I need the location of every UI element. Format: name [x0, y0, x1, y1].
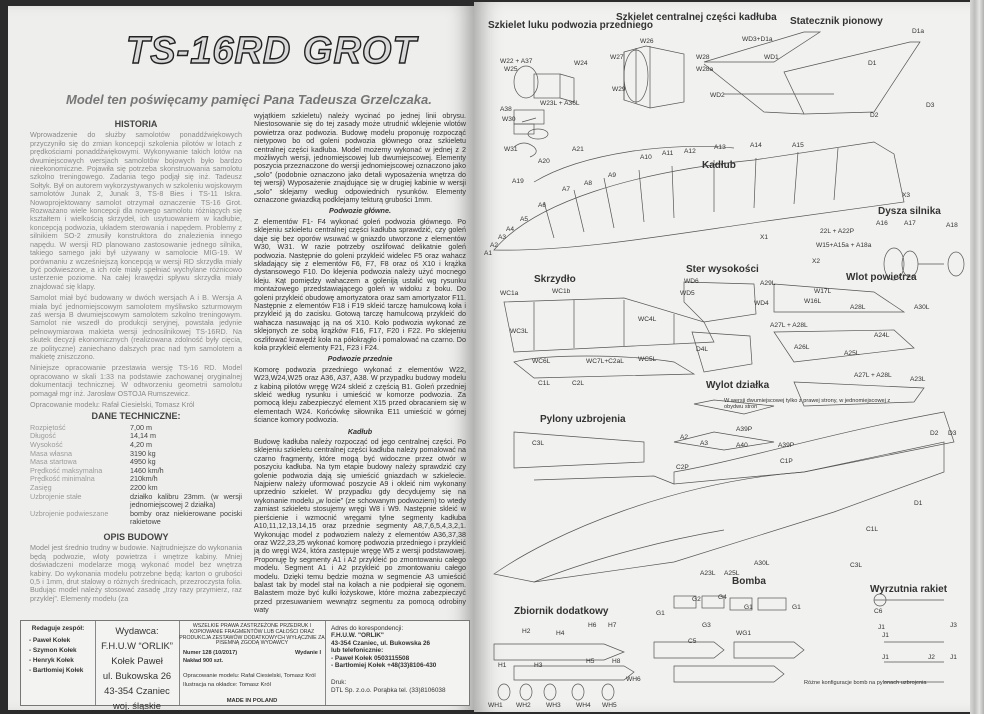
section-title: Pylony uzbrojenia [540, 414, 626, 425]
part-label: W28 [696, 54, 710, 61]
part-label: A18 [946, 222, 958, 229]
part-label: A30L [754, 560, 770, 567]
part-label: W26 [640, 38, 654, 45]
dedication: Model ten poświęcamy pamięci Pana Tadeusza Grzelczaka. [66, 92, 432, 107]
part-label: D2 [930, 430, 939, 437]
part-label: WC3L [510, 328, 529, 335]
tech-row: Masa własna 3190 kg [30, 448, 156, 458]
text-column-1 [30, 118, 242, 603]
part-label: W17L [814, 288, 832, 295]
part-label: D3 [948, 430, 957, 437]
part-label: D1 [868, 60, 877, 67]
historia-paragraph: Samolot miał być budowany w dwóch wersjach A i B. Wersja A miała być jednomiejscowym samolotem myśliwsko szturmowym zaś wersja B dwumiejscowym samolotem szkolno treningowym. Samolot nie wszedł do produkcji seryjnej, powstała jedynie pełnowymiarowa makieta wersji jednosilnikowej TS-16RD. Na skutek decyzji ekonomicznych (realizowana zdolność były cięcia, ze polityczne) zaniechano dalszych prac nad tym samolotem a makietę zniszczono. [30, 293, 242, 361]
part-label: A30L [914, 304, 930, 311]
subheading-podwozie-glowne: Podwozie główne. [329, 206, 391, 216]
subheading-kadlub: Kadłub [347, 426, 373, 436]
part-label: J1 [882, 654, 889, 661]
page-title: TS-16RD GROT [126, 30, 417, 72]
tech-data-table [30, 424, 242, 527]
part-label: C6 [874, 608, 883, 615]
nose-gear-skeleton-drawing [514, 66, 574, 157]
part-label: WD3+D1a [742, 36, 773, 43]
bomb-config-note: Różne konfiguracje bomb na pylonach uzbrojenia [804, 680, 927, 686]
part-label: WH6 [626, 676, 641, 683]
tech-row: Uzbrojenie stałe działko kalibru 23mm. (w wersji jednomiejscowej 2 działka) [30, 491, 242, 510]
part-label: A24L [874, 332, 890, 339]
tech-row: Prędkość maksymalna 1460 km/h [30, 465, 164, 475]
part-label: WC5L [638, 356, 657, 363]
tech-row: Wysokość 4,20 m [30, 440, 152, 449]
part-label: H4 [556, 630, 565, 637]
part-label: C3L [532, 440, 545, 447]
dane-heading: DANE TECHNICZNE: [91, 411, 181, 422]
part-label: W30 [502, 116, 516, 123]
part-label: A25L [724, 570, 740, 577]
part-label: A20 [538, 158, 550, 165]
opis-heading: OPIS BUDOWY [103, 531, 169, 542]
part-label: W16L [804, 298, 822, 305]
tech-row: Rozpiętość 7,00 m [30, 422, 152, 432]
body-paragraph: wyjątkiem szkieletu) należy wycinać po jednej linii obrysu. Niestosowanie się do tej zasady może utrudnić wklejenie wlotów powietrza oraz podwozia. Budowę modelu proponuję rozpocząć nietypowo bo od goleni podwozia głównego oraz szkieletu centralnej części kadłuba. Model możemy wykonać w jednej z 2 możliwych wersji, jednomiejscowej lub dwumiejscowej. Elementy poszycia przeznaczone do wersji jednomiejscowej oznaczono jako „solo” (podobnie oznaczono jako detali wyposażenia wnętrza do tej wersji) Wyposażenie znajdujące się w drugiej kabinie w wersji „solo” sklejamy według odpowiednich rysunków. Elementy oznaczone gwiazdką podklejamy tekturą grubości 1mm. [254, 111, 466, 205]
part-label: WD4 [754, 300, 769, 307]
drop-tank-drawing [494, 644, 634, 700]
part-label: A2 [490, 242, 499, 249]
left-page [8, 6, 474, 710]
section-title: Kadłub [702, 160, 736, 171]
part-label: A12 [684, 148, 696, 155]
part-label: D1a [912, 28, 925, 35]
section-title: Wylot działka [706, 380, 770, 391]
text-column-2 [254, 112, 466, 620]
imprint-footer [20, 620, 470, 711]
publisher-box: Wydawca: F.H.U.W “ORLIK” Kołek Paweł ul. Bukowska 26 43-354 Czaniec woj. śląskie [95, 621, 180, 705]
part-label: WH5 [602, 702, 617, 709]
part-label: W31 [504, 146, 518, 153]
body-paragraph: Z elementów F1- F4 wykonać goleń podwozia głównego. Po sklejeniu szkieletu centralnej części kadłuba sprawdzić, czy goleń daje się bez oporów wsuwać w gniazdo utworzone z elementów W30, W31. W razie potrzeby oszlifować delikatnie goleń podwozia. Następnie do goleni przykleić widelec F5 oraz wahacz składający się z elementów F6, F7, F8 oraz oś X10 i krążka dystansowego F10. Do klejenia podwozia należy użyć mocnego kleju. Kąt pomiędzy wahaczem a goleniją ustalić wg rysunku montażowego przedstawiającego goleń w widoku z boku. Do goleni przykleić obudowę amortyzatora oraz sam amortyzator F11. Następnie z elementów F18 i F19 skleić tarczę hamulcową koła i przykleić ją do zacisku. Gotową tarczę hamulcową przykleić do wahacza nasuwając ją na oś X10. Koło podwozia wykonać ze sklejonych ze sobą krążków F16, F17, F20 i F22. Po sklejeniu oszlifować krawędź koła na półokrągło i pomalować na czarno. Do koła przykleić elementy F21, F23 i F24. [254, 216, 466, 352]
wing-drawing [504, 298, 714, 378]
part-label: C2L [572, 380, 585, 387]
part-label: A1 [484, 250, 493, 257]
part-label: WC1a [500, 290, 519, 297]
part-label: G1 [744, 604, 753, 611]
part-label: H3 [534, 662, 543, 669]
part-label: C5 [688, 638, 697, 645]
part-label: J1 [882, 632, 889, 639]
part-label: A23L [700, 570, 716, 577]
section-title: Wlot powietrza [846, 272, 917, 283]
part-label: C1P [780, 458, 793, 465]
section-title: Szkielet centralnej części kadłuba [616, 12, 777, 23]
part-label: A4 [506, 226, 515, 233]
part-label: D3 [926, 102, 935, 109]
part-label: A11 [662, 150, 674, 157]
part-label: X1 [760, 234, 769, 241]
part-label: A13 [714, 144, 726, 151]
part-label: H1 [498, 662, 507, 669]
section-title: Statecznik pionowy [790, 16, 883, 27]
part-label: A3 [498, 234, 507, 241]
part-label: A39P [778, 442, 795, 449]
part-label: A9 [608, 172, 617, 179]
part-label: A17 [904, 220, 916, 227]
part-label: G1 [792, 604, 801, 611]
part-label: WD6 [684, 278, 699, 285]
part-label: A8 [584, 180, 593, 187]
part-label: WH3 [546, 702, 561, 709]
part-label: WC6L [532, 358, 551, 365]
part-label: A3 [700, 440, 709, 447]
part-label: W29 [612, 86, 626, 93]
part-label: WH2 [516, 702, 531, 709]
tech-row: Zasięg 2200 km [30, 482, 158, 492]
part-label: A10 [640, 154, 652, 161]
part-label: WD2 [710, 92, 725, 99]
part-label: J1 [950, 654, 957, 661]
part-label: A21 [572, 146, 584, 153]
part-label: WC7L+C2aL [586, 358, 624, 365]
rights-box: WSZELKIE PRAWA ZASTRZEŻONE PRZEDRUK I KOPIOWANIE FRAGMENTÓW LUB CAŁOŚCI ORAZ PRODUKCJA ZESTAWÓW DODATKOWYCH WYŁĄCZNIE ZA PISEMNĄ ZGODĄ WYDAWCY Numer 128 (10/2017) Wydanie I Nakład 900 szt. Opracowanie modelu: Rafał Ciesielski, Tomasz Król Ilustracja na okładce: Tomasz Król MADE IN POLAND [179, 623, 325, 704]
part-label: J3 [950, 622, 957, 629]
part-label: A39P [736, 426, 753, 433]
part-label: A38 [500, 106, 512, 113]
part-label: D2 [870, 112, 879, 119]
part-label: A14 [750, 142, 762, 149]
vertical-stabilizer-drawing [704, 32, 920, 114]
section-title: Zbiornik dodatkowy [514, 606, 609, 617]
part-label: A27L + A28L [770, 322, 808, 329]
bombs-drawing [654, 596, 804, 682]
subheading-podwozie-przednie: Podwozie przednie [327, 354, 393, 364]
part-label: W23L + A36L [540, 100, 580, 107]
page-edges [970, 0, 984, 714]
part-label: A29L [760, 280, 776, 287]
part-label: A6 [538, 202, 547, 209]
part-label: H8 [612, 658, 621, 665]
section-title: Wyrzutnia rakiet [870, 584, 948, 595]
part-label: D1 [914, 500, 923, 507]
section-title: Dysza silnika [878, 206, 941, 217]
central-fuselage-skeleton-drawing [624, 46, 684, 108]
editorial-team-box: Redaguje zespół: - Paweł Kołek - Szymon Kołek - Henryk Kołek - Bartłomiej Kołek [21, 621, 96, 705]
part-label: A16 [876, 220, 888, 227]
part-label: A15 [792, 142, 804, 149]
part-label: WC4L [638, 316, 657, 323]
section-title: Ster wysokości [686, 264, 759, 275]
part-label: G1 [656, 610, 665, 617]
part-label: A26L [794, 344, 810, 351]
part-label: W22 + A37 [500, 58, 533, 65]
gun-outlet-note: W wersji dwumiejscowej tylko z prawej strony, w jednomiejscowej z obydwu stron [724, 398, 891, 410]
section-title: Szkielet luku podwozia przedniego [488, 20, 654, 31]
part-label: A19 [512, 178, 524, 185]
part-label: J2 [928, 654, 935, 661]
part-label: A25L [844, 350, 860, 357]
part-label: G4 [718, 594, 727, 601]
part-label: WC1b [552, 288, 571, 295]
historia-heading: HISTORIA [114, 119, 158, 129]
contact-box: Adres do korespondencji: F.H.U.W. "ORLIK" 43-354 Czaniec, ul. Bukowska 26 lub telefonicznie: - Paweł Kołek 0503115508 - Bartłomiej Kołek +48(33)8106-430 Druk: DTL Sp. z.o.o. Porąbka tel. (33)8106038 [331, 625, 446, 694]
part-label: C2P [676, 464, 689, 471]
part-label: H6 [588, 622, 597, 629]
part-label: A23L [910, 376, 926, 383]
part-label: G2 [692, 596, 701, 603]
part-label: A27L + A28L [854, 372, 892, 379]
part-label: W24 [574, 60, 588, 67]
part-label: W28a [696, 66, 714, 73]
part-label: A7 [562, 186, 571, 193]
part-label: C1L [538, 380, 551, 387]
tech-row: Prędkość minimalna 210km/h [30, 474, 158, 484]
part-label: X2 [812, 258, 821, 265]
part-label: WD1 [764, 54, 779, 61]
part-label: C3L [850, 562, 863, 569]
part-label: WH4 [576, 702, 591, 709]
part-label: G3 [702, 622, 711, 629]
part-label: WG1 [736, 630, 752, 637]
part-label: W15+A15a + A18a [816, 242, 872, 249]
body-paragraph: Budowę kadłuba należy rozpocząć od jego centralnej części. Po sklejeniu szkieletu centralnej części kadłuba należy pomalować na czarno fragmenty, które mogą być widoczne przez otwór w poszyciu kadłuba. Na tym etapie budowy należy sprawdzić czy golenie podwozia dają się umieścić gniazdach w szkielecie. Najpierw należy uformować poszycie A9 i okleić nim wykonany uprzednio szkielet. W przypadku gdy decydujemy się na wykonanie modelu „w locie” (ze schowanym podwoziem) to wtedy zamiast szkieletu stosujemy wręgi W8 i W9. Następnie skleić w pierścienie i wzmocnić wręgami tylne segmenty kadłuba A10,11,12,13,14,15 oraz przednie segmenty A8,7,6,5,4,3,2,1. Wykonując model z podwoziem należy z elementów A36,37,38 oraz W22,23,25 wykonać komorę podwozia przedniego i przykleić ją do wręgi W24, która zastępuje wręgę W5 z wersji podstawowej. Proponuję by segmenty A1 i A2 przykleić po zmontowaniu całego modelu. Segment A1 i A2 przykleić po zmontowaniu całego modelu. Dzięki temu będzie można w segmencie A3 umieścić balast tak by model stał na kołach a nie podpierał się ogonem. Balastem może być kulki łożyskowe, które można zabezpieczyć przed przesuwaniem wewnątrz segmentu za pomocą odrobiny waty [254, 437, 466, 615]
part-label: A40 [736, 442, 748, 449]
part-label: A2 [680, 434, 689, 441]
part-label: A28L [850, 304, 866, 311]
part-label: H5 [586, 658, 595, 665]
part-label: D4L [696, 346, 709, 353]
part-label: H7 [608, 622, 617, 629]
section-title: Skrzydło [534, 274, 576, 285]
tech-row: Uzbrojenie podwieszane bomby oraz niekierowane pociski rakietowe [30, 508, 242, 527]
part-label: WH1 [488, 702, 503, 709]
historia-paragraph: Niniejsze opracowanie przestawia wersję TS-16 RD. Model opracowano w skali 1:33 na podstawie zachowanej oryginalnej dokumentacji technicznej. W odtworzeniu geometrii samolotu pomagał mgr inż. Jarosław OSTOJA Rumszewicz. [30, 363, 242, 398]
part-label: 22L + A22P [820, 228, 855, 235]
part-label: H2 [522, 628, 531, 635]
tech-row: Długość 14,14 m [30, 431, 156, 441]
part-label: W25 [504, 66, 518, 73]
part-label: X3 [902, 192, 911, 199]
part-label: C1L [866, 526, 879, 533]
right-page [474, 2, 970, 712]
opis-paragraph: Model jest średnio trudny w budowie. Najtrudniejsze do wykonania będą podwozie, wloty powietrza i wnętrze kabiny. Mniej doświadczeni modelarze mogą wykonać model bez wnętrza kabiny. Do wykonania modelu potrzebne będą: karton o grubości 0,5 i 1mm, drut stalowy o różnych średnicach, przezroczysta folia. Budując model należy stosować zasadę „trzy razy przymierz, raz przyklej”. Elementy modelu (za [30, 543, 242, 603]
body-paragraph: Komorę podwozia przedniego wykonać z elementów W22, W23,W24,W25 oraz A36, A37, A38. W przypadku budowy modelu z kabiną pilotów wręgę W24 skleić z częścią B1. Goleń przedniej skleić według rysunku i umieścić w komorze podwozia. Za pomocą kleju zabezpieczyć element X15 przed obracaniem się w elementach W24. Końcówkę siłownika E11 umieścić w górnej ściance komory podwozia. [254, 364, 466, 425]
tech-row: Masa startowa 4950 kg [30, 457, 156, 467]
credits-line: Opracowanie modelu: Rafał Ciesielski, Tomasz Król [30, 400, 195, 409]
section-title: Bomba [732, 576, 766, 587]
historia-paragraph: Wprowadzenie do służby samolotów ponaddźwiękowych przyczyniło się do zmian koncepcji szkolenia pilotów w lotach z prędkościami ponaddźwiękowymi. Wykonywanie takich lotów na dwumiejscowych wersjach samolotów bojowych było bardzo nieekonomiczne. Pojawiła się potrzeba skonstruowania samolotu szkolno treningowego. Zadania tego podjął się inż. Tadeusz Sołtyk. Był on autorem wykorzystywanych w szkoleniu wojskowym samolotów Junak 2, Junak 3, TS-8 Bies i TS-11 Iskra. Nowoprojektowany samolot otrzymał oznaczenie TS-16 Grot. Rozważano wiele koncepcji dla nowego samolotu różniących się kształtem i wielkością skrzydeł, ich usytuowaniem w kadłubie, koncepcją podwozia, układem sterowania i napędem. Problemy z silnikiem SO-2 zmusiły konstruktora do znalezienia innego napędu. W wersji RD planowano zastosowanie jednego silnika, takiego samego jaki był używany w samolocie MIG-19. W porównaniu z wcześniejszą koncepcją w wersji RD skrzydła miały być podwieszone, a ich role miały spełniać wychylane różnicowo usterzenie poziome. Na całej krawędzi spływu skrzydła miały znajdować się klapy. [30, 130, 242, 291]
part-label: J1 [878, 624, 885, 631]
part-label: WD5 [680, 290, 695, 297]
part-label: W27 [610, 54, 624, 61]
part-label: A5 [520, 216, 529, 223]
